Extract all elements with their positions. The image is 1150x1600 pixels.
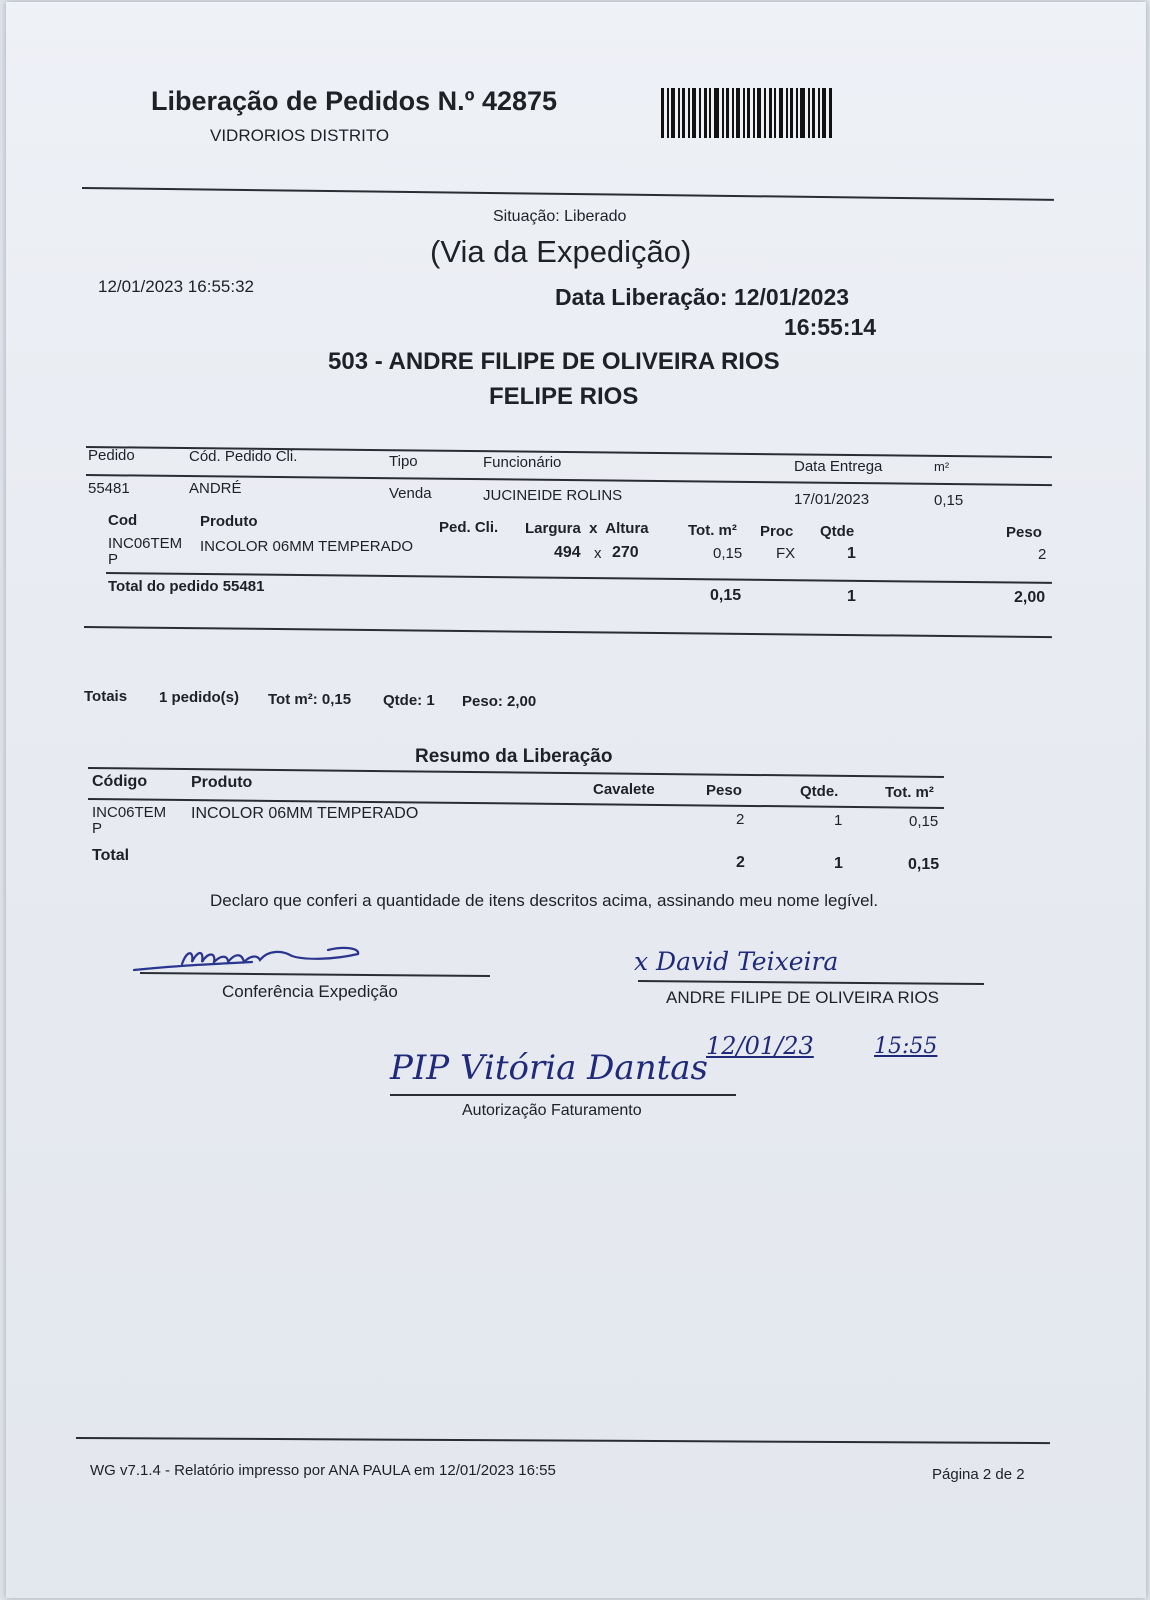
col-qtde: Qtde <box>820 523 855 540</box>
order-funcionario: JUCINEIDE ROLINS <box>483 487 623 504</box>
order-cod-pedido-cli: ANDRÉ <box>189 480 242 497</box>
order-total-qtde: 1 <box>847 588 856 605</box>
order-tipo: Venda <box>389 485 432 502</box>
barcode-icon <box>661 88 833 138</box>
totals-pedidos: 1 pedido(s) <box>159 689 240 706</box>
col-largura-altura: Largura x Altura <box>525 520 649 537</box>
col-m2: m² <box>934 459 950 474</box>
autorizacao-signature: PIP Vitória Dantas <box>390 1048 708 1088</box>
resumo-total-qtde: 1 <box>834 855 843 872</box>
order-table-bottom-rule <box>84 626 1052 638</box>
col-data-entrega: Data Entrega <box>794 458 883 475</box>
order-total-label: Total do pedido 55481 <box>108 578 265 595</box>
item-peso: 2 <box>1038 546 1047 563</box>
resumo-peso: 2 <box>736 811 745 828</box>
footer-rule <box>76 1437 1050 1444</box>
autorizacao-label: Autorização Faturamento <box>462 1102 642 1119</box>
cliente-signature: x David Teixeira <box>634 947 839 976</box>
declaration-text: Declaro que conferi a quantidade de itens descritos acima, assinando meu nome legível. <box>210 891 879 910</box>
handwritten-date: 12/01/23 <box>706 1032 814 1060</box>
handwritten-time: 15:55 <box>874 1034 938 1059</box>
resumo-col-codigo: Código <box>92 773 148 790</box>
col-cod: Cod <box>108 512 138 529</box>
order-data-entrega: 17/01/2023 <box>794 491 870 508</box>
col-proc: Proc <box>760 523 794 540</box>
resumo-col-peso: Peso <box>706 782 742 799</box>
totals-label: Totais <box>84 688 128 705</box>
totals-peso: Peso: 2,00 <box>462 693 537 710</box>
resumo-col-produto: Produto <box>191 774 253 791</box>
col-produto: Produto <box>200 513 258 530</box>
document-page <box>6 2 1146 1598</box>
resumo-col-qtde: Qtde. <box>800 783 839 800</box>
footer-printed-by: WG v7.1.4 - Relatório impresso por ANA PAULA em 12/01/2023 16:55 <box>90 1462 556 1479</box>
release-date: Data Liberação: 12/01/2023 <box>555 284 850 310</box>
conferencia-signature-image <box>132 940 362 976</box>
item-produto: INCOLOR 06MM TEMPERADO <box>200 538 414 555</box>
col-funcionario: Funcionário <box>483 454 562 471</box>
item-qtde: 1 <box>847 545 856 562</box>
item-cod-line2: P <box>108 551 119 568</box>
col-tot-m2: Tot. m² <box>688 522 737 539</box>
resumo-total-label: Total <box>92 847 130 864</box>
customer-name: 503 - ANDRE FILIPE DE OLIVEIRA RIOS <box>328 348 780 375</box>
resumo-codigo-line1: INC06TEM <box>92 804 167 821</box>
document-title: Liberação de Pedidos N.º 42875 <box>151 86 558 116</box>
resumo-tot-m2: 0,15 <box>909 813 939 830</box>
resumo-title: Resumo da Liberação <box>415 746 613 767</box>
col-tipo: Tipo <box>389 453 418 470</box>
col-pedido: Pedido <box>88 447 135 464</box>
item-proc: FX <box>776 545 796 562</box>
customer-short-name: FELIPE RIOS <box>489 383 639 410</box>
company-name: VIDRORIOS DISTRITO <box>210 126 390 145</box>
resumo-qtde: 1 <box>834 812 843 829</box>
release-time: 16:55:14 <box>784 314 877 340</box>
totals-tot-m2: Tot m²: 0,15 <box>268 691 352 708</box>
item-largura: 494 <box>554 544 581 561</box>
autorizacao-line <box>390 1094 736 1096</box>
resumo-produto: INCOLOR 06MM TEMPERADO <box>191 805 419 822</box>
order-total-peso: 2,00 <box>1014 589 1046 606</box>
status-text: Situação: Liberado <box>493 208 627 225</box>
cliente-label: ANDRE FILIPE DE OLIVEIRA RIOS <box>666 988 940 1007</box>
col-ped-cli: Ped. Cli. <box>439 519 499 536</box>
col-peso: Peso <box>1006 524 1042 541</box>
item-cod-line1: INC06TEM <box>108 535 183 552</box>
resumo-total-tot-m2: 0,15 <box>908 856 940 873</box>
print-datetime: 12/01/2023 16:55:32 <box>98 277 254 296</box>
item-altura: 270 <box>612 544 639 561</box>
totals-qtde: Qtde: 1 <box>383 692 435 709</box>
conferencia-label: Conferência Expedição <box>222 982 398 1001</box>
col-cod-pedido-cli: Cód. Pedido Cli. <box>189 448 298 465</box>
cliente-line <box>638 980 984 985</box>
resumo-total-peso: 2 <box>736 854 745 871</box>
item-tot-m2: 0,15 <box>713 545 743 562</box>
header-divider <box>82 187 1054 201</box>
resumo-codigo-line2: P <box>92 820 103 837</box>
order-m2: 0,15 <box>934 492 964 509</box>
resumo-col-tot-m2: Tot. m² <box>885 784 934 801</box>
footer-page-number: Página 2 de 2 <box>932 1466 1025 1483</box>
copy-title: (Via da Expedição) <box>430 234 692 269</box>
order-pedido: 55481 <box>88 480 130 497</box>
item-x: x <box>594 545 602 562</box>
resumo-col-cavalete: Cavalete <box>593 781 655 798</box>
order-total-tot-m2: 0,15 <box>710 587 742 604</box>
